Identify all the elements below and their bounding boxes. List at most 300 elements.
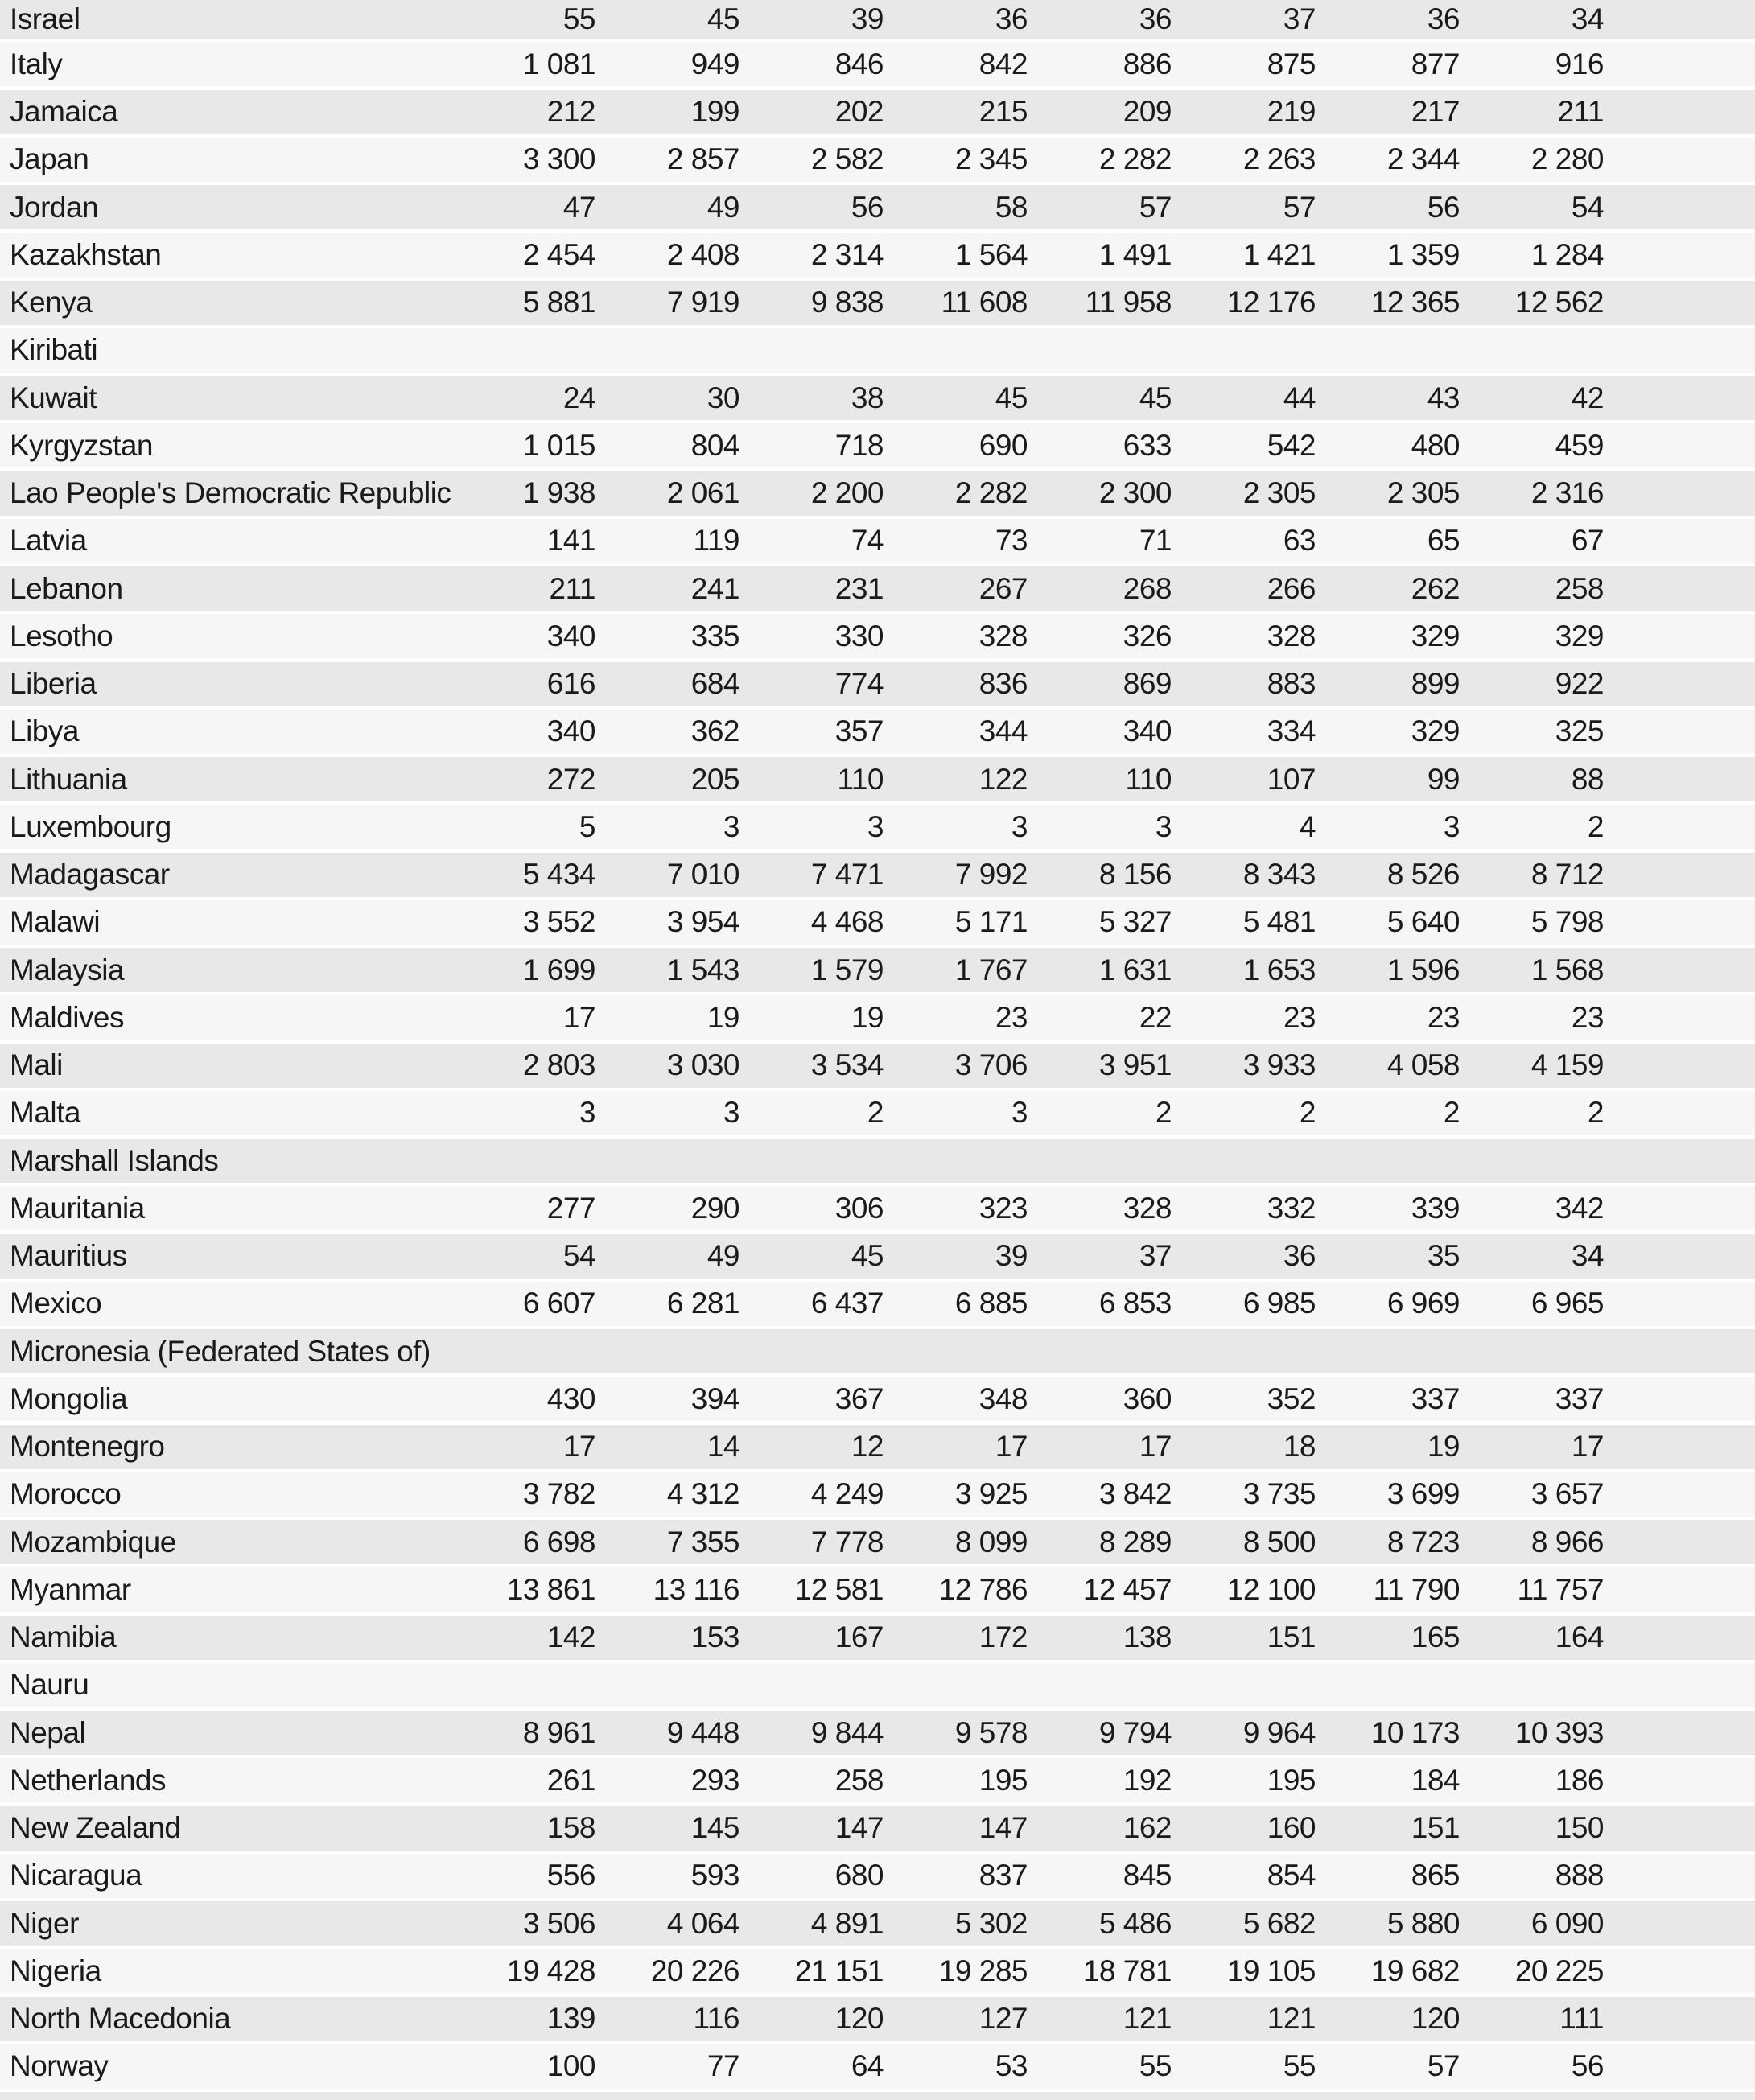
table-row — [0, 1520, 1755, 1564]
value-cell: 2 305 — [1386, 476, 1460, 509]
value-cell: 145 — [690, 1811, 739, 1844]
table-row — [0, 185, 1755, 229]
value-cell: 119 — [693, 524, 739, 558]
value-cell: 875 — [1267, 47, 1316, 80]
table-row — [0, 948, 1755, 992]
value-cell: 12 457 — [1082, 1572, 1172, 1606]
value-cell: 11 958 — [1085, 286, 1172, 319]
value-cell: 258 — [1555, 571, 1604, 605]
value-cell: 10 173 — [1370, 1715, 1460, 1749]
country-cell: Liberia — [10, 667, 97, 700]
value-cell: 329 — [1411, 619, 1460, 653]
table-row — [0, 1044, 1755, 1088]
value-cell: 160 — [1267, 1811, 1316, 1844]
value-cell: 2 263 — [1242, 142, 1316, 176]
value-cell: 6 885 — [954, 1287, 1028, 1320]
value-cell: 5 682 — [1242, 1906, 1316, 1940]
value-cell: 332 — [1267, 1191, 1316, 1225]
value-cell: 883 — [1267, 667, 1316, 700]
value-cell: 4 312 — [666, 1477, 739, 1511]
country-cell: Lebanon — [10, 571, 123, 605]
table-row — [0, 757, 1755, 801]
value-cell: 7 471 — [810, 858, 884, 891]
value-cell: 186 — [1555, 1763, 1604, 1797]
value-cell: 2 — [867, 1096, 884, 1130]
value-cell: 277 — [546, 1191, 595, 1225]
value-cell: 3 300 — [522, 142, 595, 176]
value-cell: 18 781 — [1082, 1954, 1172, 1987]
value-cell: 480 — [1411, 428, 1460, 462]
value-cell: 2 200 — [810, 476, 884, 509]
table-row — [0, 90, 1755, 134]
value-cell: 6 698 — [522, 1525, 595, 1559]
value-cell: 30 — [707, 381, 739, 414]
value-cell: 45 — [995, 381, 1028, 414]
country-cell: Nicaragua — [10, 1859, 142, 1892]
value-cell: 55 — [562, 2, 595, 35]
value-cell: 19 682 — [1370, 1954, 1460, 1987]
value-cell: 44 — [1283, 381, 1316, 414]
value-cell: 57 — [1139, 190, 1172, 224]
value-cell: 42 — [1571, 381, 1604, 414]
value-cell: 21 151 — [794, 1954, 884, 1987]
country-cell: Italy — [10, 47, 63, 80]
table-row — [0, 1425, 1755, 1469]
value-cell: 718 — [834, 428, 884, 462]
country-cell: Myanmar — [10, 1572, 131, 1606]
value-cell: 23 — [1283, 1000, 1316, 1034]
value-cell: 348 — [978, 1381, 1028, 1415]
value-cell: 11 790 — [1373, 1572, 1460, 1606]
value-cell: 19 — [707, 1000, 739, 1034]
value-cell: 19 428 — [506, 1954, 595, 1987]
value-cell: 9 578 — [954, 1715, 1028, 1749]
value-cell: 337 — [1555, 1381, 1604, 1415]
value-cell: 11 608 — [941, 286, 1028, 319]
country-cell: Mali — [10, 1048, 63, 1081]
value-cell: 3 951 — [1098, 1048, 1172, 1081]
value-cell: 888 — [1555, 1859, 1604, 1892]
value-cell: 2 305 — [1242, 476, 1316, 509]
value-cell: 2 344 — [1386, 142, 1460, 176]
value-cell: 209 — [1123, 95, 1172, 128]
value-cell: 2 300 — [1098, 476, 1172, 509]
value-cell: 116 — [693, 2002, 739, 2035]
value-cell: 8 723 — [1386, 1525, 1460, 1559]
country-cell: Netherlands — [10, 1763, 167, 1797]
value-cell: 342 — [1555, 1191, 1604, 1225]
value-cell: 1 543 — [666, 953, 739, 986]
value-cell: 5 — [579, 809, 595, 843]
value-cell: 7 010 — [666, 858, 739, 891]
value-cell: 326 — [1123, 619, 1172, 653]
value-cell: 3 — [867, 809, 884, 843]
value-cell: 57 — [1427, 2049, 1460, 2083]
value-cell: 340 — [1123, 714, 1172, 748]
value-cell: 43 — [1427, 381, 1460, 414]
value-cell: 45 — [1139, 381, 1172, 414]
value-cell: 19 — [1427, 1430, 1460, 1463]
value-cell: 56 — [1427, 190, 1460, 224]
table-row — [0, 138, 1755, 182]
value-cell: 37 — [1139, 1239, 1172, 1272]
table-row — [0, 805, 1755, 849]
value-cell: 110 — [1125, 762, 1172, 796]
value-cell: 922 — [1555, 667, 1604, 700]
value-cell: 212 — [546, 95, 595, 128]
value-cell: 8 289 — [1098, 1525, 1172, 1559]
value-cell: 3 706 — [954, 1048, 1028, 1081]
value-cell: 6 281 — [666, 1287, 739, 1320]
value-cell: 45 — [707, 2, 739, 35]
table-row — [0, 614, 1755, 658]
value-cell: 262 — [1411, 571, 1460, 605]
value-cell: 63 — [1283, 524, 1316, 558]
value-cell: 1 631 — [1098, 953, 1172, 986]
value-cell: 3 699 — [1386, 1477, 1460, 1511]
value-cell: 184 — [1411, 1763, 1460, 1797]
table-row — [0, 233, 1755, 277]
country-cell: Lao People's Democratic Republic — [10, 476, 451, 509]
value-cell: 886 — [1123, 47, 1172, 80]
value-cell: 142 — [546, 1620, 595, 1653]
value-cell: 3 954 — [666, 905, 739, 939]
value-cell: 107 — [1267, 762, 1316, 796]
value-cell: 5 481 — [1242, 905, 1316, 939]
value-cell: 13 116 — [653, 1572, 739, 1606]
value-cell: 5 880 — [1386, 1906, 1460, 1940]
value-cell: 217 — [1411, 95, 1460, 128]
value-cell: 846 — [834, 47, 884, 80]
value-cell: 556 — [546, 1859, 595, 1892]
value-cell: 36 — [1427, 2, 1460, 35]
value-cell: 869 — [1123, 667, 1172, 700]
value-cell: 2 345 — [954, 142, 1028, 176]
value-cell: 54 — [1571, 190, 1604, 224]
value-cell: 5 640 — [1386, 905, 1460, 939]
country-cell: Libya — [10, 714, 79, 748]
value-cell: 17 — [562, 1000, 595, 1034]
value-cell: 6 965 — [1530, 1287, 1604, 1320]
value-cell: 899 — [1411, 667, 1460, 700]
value-cell: 4 249 — [810, 1477, 884, 1511]
value-cell: 5 434 — [522, 858, 595, 891]
value-cell: 334 — [1267, 714, 1316, 748]
value-cell: 8 156 — [1098, 858, 1172, 891]
value-cell: 5 302 — [954, 1906, 1028, 1940]
country-cell: Nauru — [10, 1668, 89, 1702]
value-cell: 147 — [978, 1811, 1028, 1844]
value-cell: 340 — [546, 714, 595, 748]
value-cell: 12 786 — [938, 1572, 1028, 1606]
value-cell: 9 448 — [666, 1715, 739, 1749]
value-cell: 47 — [562, 190, 595, 224]
value-cell: 352 — [1267, 1381, 1316, 1415]
table-row — [0, 1758, 1755, 1802]
country-cell: Namibia — [10, 1620, 117, 1653]
value-cell: 67 — [1571, 524, 1604, 558]
value-cell: 3 — [723, 1096, 739, 1130]
value-cell: 680 — [834, 1859, 884, 1892]
value-cell: 6 607 — [522, 1287, 595, 1320]
value-cell: 4 159 — [1530, 1048, 1604, 1081]
value-cell: 39 — [851, 2, 884, 35]
table-row — [0, 662, 1755, 706]
value-cell: 1 568 — [1530, 953, 1604, 986]
value-cell: 2 — [1587, 1096, 1604, 1130]
value-cell: 1 421 — [1242, 237, 1316, 271]
value-cell: 3 925 — [954, 1477, 1028, 1511]
value-cell: 34 — [1571, 1239, 1604, 1272]
table-row — [0, 710, 1755, 754]
country-cell: Nigeria — [10, 1954, 101, 1987]
value-cell: 165 — [1411, 1620, 1460, 1653]
value-cell: 6 985 — [1242, 1287, 1316, 1320]
value-cell: 121 — [1267, 2002, 1316, 2035]
value-cell: 774 — [834, 667, 884, 700]
value-cell: 195 — [978, 1763, 1028, 1797]
value-cell: 54 — [562, 1239, 595, 1272]
value-cell: 164 — [1555, 1620, 1604, 1653]
value-cell: 167 — [834, 1620, 884, 1653]
table-row — [0, 1234, 1755, 1279]
value-cell: 3 657 — [1530, 1477, 1604, 1511]
table-row — [0, 853, 1755, 897]
value-cell: 3 534 — [810, 1048, 884, 1081]
value-cell: 158 — [546, 1811, 595, 1844]
value-cell: 147 — [834, 1811, 884, 1844]
country-cell: Montenegro — [10, 1430, 165, 1463]
country-cell: Madagascar — [10, 858, 170, 891]
value-cell: 9 838 — [810, 286, 884, 319]
value-cell: 151 — [1267, 1620, 1316, 1653]
country-cell: Lithuania — [10, 762, 127, 796]
value-cell: 330 — [834, 619, 884, 653]
value-cell: 12 581 — [794, 1572, 884, 1606]
value-cell: 192 — [1123, 1763, 1172, 1797]
value-cell: 842 — [978, 47, 1028, 80]
country-cell: Morocco — [10, 1477, 122, 1511]
value-cell: 335 — [690, 619, 739, 653]
value-cell: 2 — [1587, 809, 1604, 843]
value-cell: 8 500 — [1242, 1525, 1316, 1559]
value-cell: 17 — [1139, 1430, 1172, 1463]
table-row — [0, 1377, 1755, 1421]
value-cell: 12 562 — [1514, 286, 1604, 319]
value-cell: 36 — [995, 2, 1028, 35]
country-cell: Nepal — [10, 1715, 86, 1749]
value-cell: 329 — [1555, 619, 1604, 653]
value-cell: 110 — [837, 762, 884, 796]
table-row — [0, 2044, 1755, 2089]
value-cell: 542 — [1267, 428, 1316, 462]
country-cell: North Macedonia — [10, 2002, 231, 2035]
value-cell: 8 961 — [522, 1715, 595, 1749]
value-cell: 13 861 — [506, 1572, 595, 1606]
value-cell: 2 314 — [810, 237, 884, 271]
value-cell: 633 — [1123, 428, 1172, 462]
value-cell: 53 — [995, 2049, 1028, 2083]
value-cell: 2 — [1155, 1096, 1172, 1130]
value-cell: 57 — [1283, 190, 1316, 224]
value-cell: 4 064 — [666, 1906, 739, 1940]
country-cell: Maldives — [10, 1000, 124, 1034]
table-row — [0, 1186, 1755, 1230]
value-cell: 272 — [546, 762, 595, 796]
value-cell: 74 — [851, 524, 884, 558]
value-cell: 199 — [690, 95, 739, 128]
value-cell: 20 226 — [650, 1954, 739, 1987]
value-cell: 10 393 — [1514, 1715, 1604, 1749]
value-cell: 690 — [978, 428, 1028, 462]
value-cell: 111 — [1559, 2002, 1604, 2035]
value-cell: 3 — [1443, 809, 1460, 843]
value-cell: 3 842 — [1098, 1477, 1172, 1511]
table-row — [0, 1711, 1755, 1755]
value-cell: 1 564 — [954, 237, 1028, 271]
value-cell: 35 — [1427, 1239, 1460, 1272]
value-cell: 23 — [995, 1000, 1028, 1034]
value-cell: 6 969 — [1386, 1287, 1460, 1320]
value-cell: 231 — [834, 571, 884, 605]
value-cell: 99 — [1427, 762, 1460, 796]
value-cell: 17 — [562, 1430, 595, 1463]
value-cell: 3 — [723, 809, 739, 843]
value-cell: 8 526 — [1386, 858, 1460, 891]
country-cell: Mongolia — [10, 1381, 128, 1415]
table-row — [0, 423, 1755, 467]
value-cell: 22 — [1139, 1000, 1172, 1034]
value-cell: 877 — [1411, 47, 1460, 80]
value-cell: 1 938 — [522, 476, 595, 509]
value-cell: 325 — [1555, 714, 1604, 748]
value-cell: 8 343 — [1242, 858, 1316, 891]
value-cell: 267 — [978, 571, 1028, 605]
table-row — [0, 1282, 1755, 1326]
value-cell: 12 365 — [1370, 286, 1460, 319]
value-cell: 344 — [978, 714, 1028, 748]
value-cell: 1 015 — [522, 428, 595, 462]
value-cell: 38 — [851, 381, 884, 414]
value-cell: 120 — [1411, 2002, 1460, 2035]
table-row — [0, 1663, 1755, 1707]
value-cell: 1 653 — [1242, 953, 1316, 986]
value-cell: 2 454 — [522, 237, 595, 271]
value-cell: 4 891 — [810, 1906, 884, 1940]
country-cell: Jamaica — [10, 95, 118, 128]
value-cell: 195 — [1267, 1763, 1316, 1797]
value-cell: 357 — [834, 714, 884, 748]
value-cell: 4 — [1299, 809, 1316, 843]
value-cell: 6 853 — [1098, 1287, 1172, 1320]
value-cell: 593 — [690, 1859, 739, 1892]
value-cell: 4 468 — [810, 905, 884, 939]
value-cell: 362 — [690, 714, 739, 748]
table-row — [0, 1567, 1755, 1612]
country-cell: Mauritius — [10, 1239, 127, 1272]
value-cell: 306 — [834, 1191, 884, 1225]
value-cell: 1 491 — [1098, 237, 1172, 271]
value-cell: 205 — [690, 762, 739, 796]
country-cell: Norway — [10, 2049, 109, 2083]
value-cell: 684 — [690, 667, 739, 700]
country-cell: Kyrgyzstan — [10, 428, 154, 462]
country-cell: New Zealand — [10, 1811, 181, 1844]
value-cell: 34 — [1571, 2, 1604, 35]
value-cell: 24 — [562, 381, 595, 414]
value-cell: 3 735 — [1242, 1477, 1316, 1511]
value-cell: 339 — [1411, 1191, 1460, 1225]
value-cell: 12 — [851, 1430, 884, 1463]
value-cell: 328 — [1123, 1191, 1172, 1225]
value-cell: 2 — [1299, 1096, 1316, 1130]
country-cell: Mauritania — [10, 1191, 145, 1225]
value-cell: 1 699 — [522, 953, 595, 986]
value-cell: 49 — [707, 190, 739, 224]
value-cell: 2 857 — [666, 142, 739, 176]
value-cell: 1 767 — [954, 953, 1028, 986]
table-row — [0, 1472, 1755, 1517]
value-cell: 258 — [834, 1763, 884, 1797]
country-cell: Niger — [10, 1906, 79, 1940]
value-cell: 3 552 — [522, 905, 595, 939]
value-cell: 45 — [851, 1239, 884, 1272]
value-cell: 211 — [549, 571, 595, 605]
value-cell: 3 782 — [522, 1477, 595, 1511]
value-cell: 7 355 — [666, 1525, 739, 1559]
value-cell: 8 966 — [1530, 1525, 1604, 1559]
country-cell: Malaysia — [10, 953, 124, 986]
value-cell: 3 — [1155, 809, 1172, 843]
table-row — [0, 1616, 1755, 1660]
country-cell: Malawi — [10, 905, 101, 939]
value-cell: 2 803 — [522, 1048, 595, 1081]
value-cell: 2 316 — [1530, 476, 1604, 509]
value-cell: 268 — [1123, 571, 1172, 605]
value-cell: 153 — [690, 1620, 739, 1653]
value-cell: 2 280 — [1530, 142, 1604, 176]
table-row — [0, 376, 1755, 420]
value-cell: 88 — [1571, 762, 1604, 796]
table-row — [0, 42, 1755, 86]
value-cell: 23 — [1427, 1000, 1460, 1034]
value-cell: 172 — [978, 1620, 1028, 1653]
table-row — [0, 1901, 1755, 1946]
value-cell: 77 — [707, 2049, 739, 2083]
value-cell: 8 712 — [1530, 858, 1604, 891]
value-cell: 5 171 — [954, 905, 1028, 939]
value-cell: 9 964 — [1242, 1715, 1316, 1749]
value-cell: 73 — [995, 524, 1028, 558]
table-row — [0, 519, 1755, 563]
value-cell: 55 — [1283, 2049, 1316, 2083]
value-cell: 293 — [690, 1763, 739, 1797]
value-cell: 854 — [1267, 1859, 1316, 1892]
value-cell: 1 359 — [1386, 237, 1460, 271]
country-cell: Kenya — [10, 286, 93, 319]
value-cell: 430 — [546, 1381, 595, 1415]
value-cell: 56 — [1571, 2049, 1604, 2083]
value-cell: 2 282 — [954, 476, 1028, 509]
country-cell: Kazakhstan — [10, 237, 162, 271]
value-cell: 215 — [978, 95, 1028, 128]
value-cell: 11 757 — [1517, 1572, 1604, 1606]
value-cell: 127 — [978, 2002, 1028, 2035]
value-cell: 3 — [1011, 809, 1028, 843]
value-cell: 36 — [1283, 1239, 1316, 1272]
value-cell: 100 — [546, 2049, 595, 2083]
value-cell: 290 — [690, 1191, 739, 1225]
